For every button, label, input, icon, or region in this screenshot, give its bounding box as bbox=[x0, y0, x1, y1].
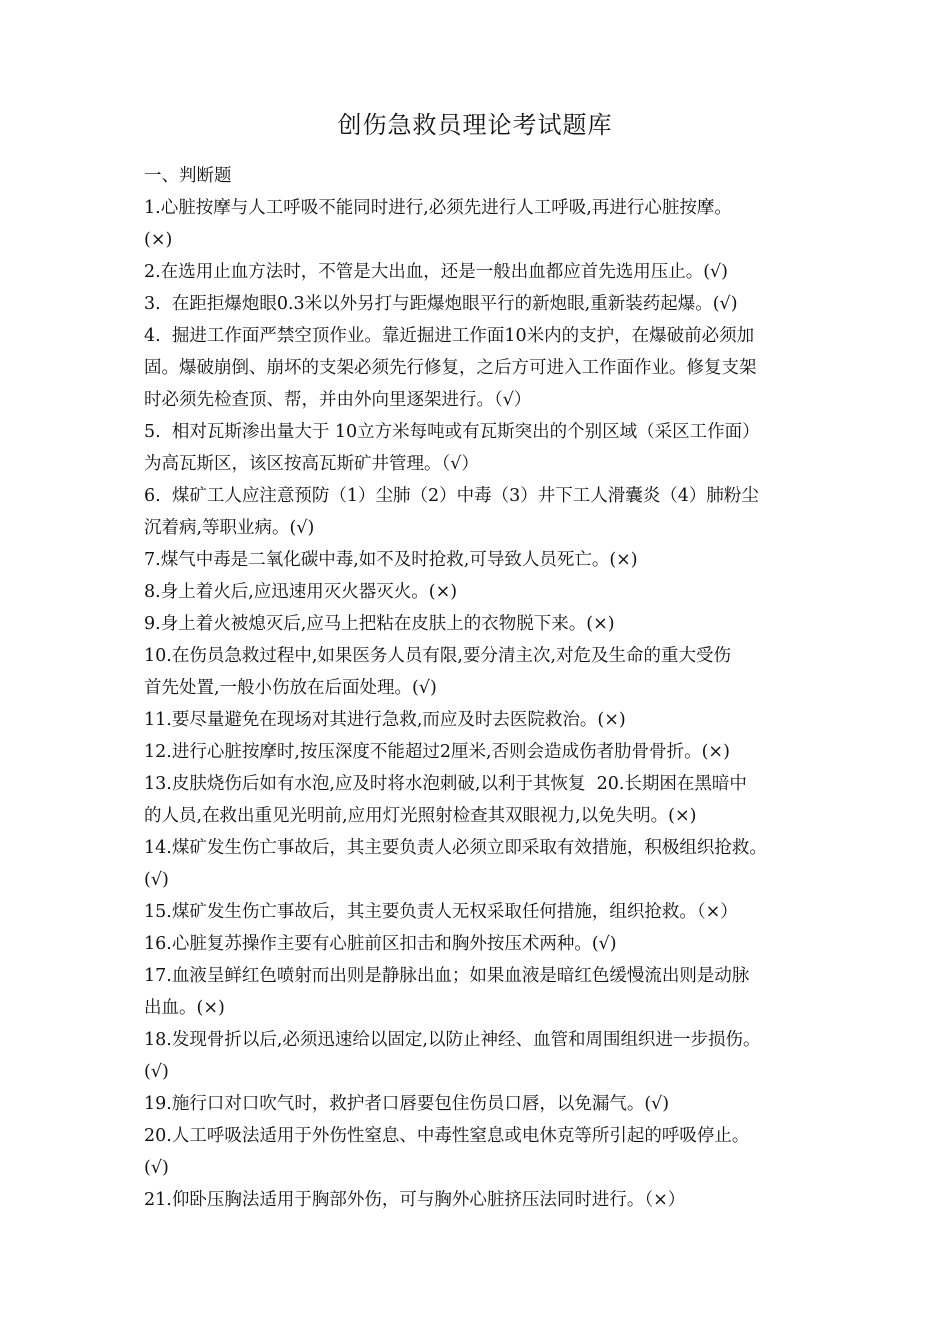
question-list bbox=[144, 160, 816, 1216]
text-line: 11.要尽量避免在现场对其进行急救,而应及时去医院救治。(×) bbox=[144, 710, 626, 730]
text-line: 16.心脏复苏操作主要有心脏前区扣击和胸外按压术两种。(√) bbox=[144, 934, 617, 954]
text-line: 为高瓦斯区，该区按高瓦斯矿井管理。（√） bbox=[144, 454, 479, 474]
text-line: 时必须先检查顶、帮，并由外向里逐架进行。（√） bbox=[144, 390, 532, 410]
text-line: 7.煤气中毒是二氧化碳中毒,如不及时抢救,可导致人员死亡。(×) bbox=[144, 550, 638, 570]
text-line: 的人员,在救出重见光明前,应用灯光照射检查其双眼视力,以免失明。(×) bbox=[144, 806, 697, 826]
text-line: 17.血液呈鲜红色喷射而出则是静脉出血；如果血液是暗红色缓慢流出则是动脉 bbox=[144, 966, 750, 986]
text-line: 首先处置,一般小伤放在后面处理。(√) bbox=[144, 678, 437, 698]
text-line: 6. 煤矿工人应注意预防（1）尘肺（2）中毒（3）井下工人滑囊炎（4）肺粉尘 bbox=[144, 486, 759, 506]
text-line: (√) bbox=[144, 870, 169, 890]
text-line: 4. 掘进工作面严禁空顶作业。靠近掘进工作面10米内的支护，在爆破前必须加 bbox=[144, 326, 755, 346]
text-line: 3. 在距拒爆炮眼0.3米以外另打与距爆炮眼平行的新炮眼,重新装药起爆。(√) bbox=[144, 294, 738, 314]
section-heading: 一、判断题 bbox=[144, 166, 232, 186]
page-title: 创伤急救员理论考试题库 bbox=[337, 111, 613, 139]
text-line: 沉着病,等职业病。(√) bbox=[144, 518, 315, 538]
text-line: 5. 相对瓦斯渗出量大于 10立方米每吨或有瓦斯突出的个别区域（采区工作面） bbox=[144, 422, 760, 442]
text-line: 固。爆破崩倒、崩坏的支架必须先行修复，之后方可进入工作面作业。修复支架 bbox=[144, 358, 757, 378]
text-line: (√) bbox=[144, 1062, 169, 1082]
text-line: (×) bbox=[144, 230, 173, 250]
text-line: 20.人工呼吸法适用于外伤性窒息、中毒性窒息或电休克等所引起的呼吸停止。 bbox=[144, 1126, 750, 1146]
text-line: 12.进行心脏按摩时,按压深度不能超过2厘米,否则会造成伤者肋骨骨折。(×) bbox=[144, 742, 730, 762]
text-line: 10.在伤员急救过程中,如果医务人员有限,要分清主次,对危及生命的重大受伤 bbox=[144, 646, 732, 666]
text-line: 19.施行口对口吹气时，救护者口唇要包住伤员口唇，以免漏气。(√) bbox=[144, 1094, 670, 1114]
text-line: 13.皮肤烧伤后如有水泡,应及时将水泡刺破,以利于其恢复 20.长期困在黑暗中 bbox=[144, 774, 747, 794]
text-line: 8.身上着火后,应迅速用灭火器灭火。(×) bbox=[144, 582, 458, 602]
text-line: 14.煤矿发生伤亡事故后，其主要负责人必须立即采取有效措施，积极组织抢救。 bbox=[144, 838, 767, 858]
text-line: 18.发现骨折以后,必须迅速给以固定,以防止神经、血管和周围组织进一步损伤。 bbox=[144, 1030, 761, 1050]
text-line: (√) bbox=[144, 1158, 169, 1178]
text-line: 出血。(×) bbox=[144, 998, 225, 1018]
text-line: 15.煤矿发生伤亡事故后，其主要负责人无权采取任何措施，组织抢救。（×） bbox=[144, 902, 738, 922]
text-line: 1.心脏按摩与人工呼吸不能同时进行,必须先进行人工呼吸,再进行心脏按摩。 bbox=[144, 198, 732, 218]
text-line: 2.在选用止血方法时，不管是大出血，还是一般出血都应首先选用压止。(√) bbox=[144, 262, 729, 282]
text-line: 9.身上着火被熄灭后,应马上把粘在皮肤上的衣物脱下来。(×) bbox=[144, 614, 615, 634]
text-line: 21.仰卧压胸法适用于胸部外伤，可与胸外心脏挤压法同时进行。（×） bbox=[144, 1190, 686, 1210]
